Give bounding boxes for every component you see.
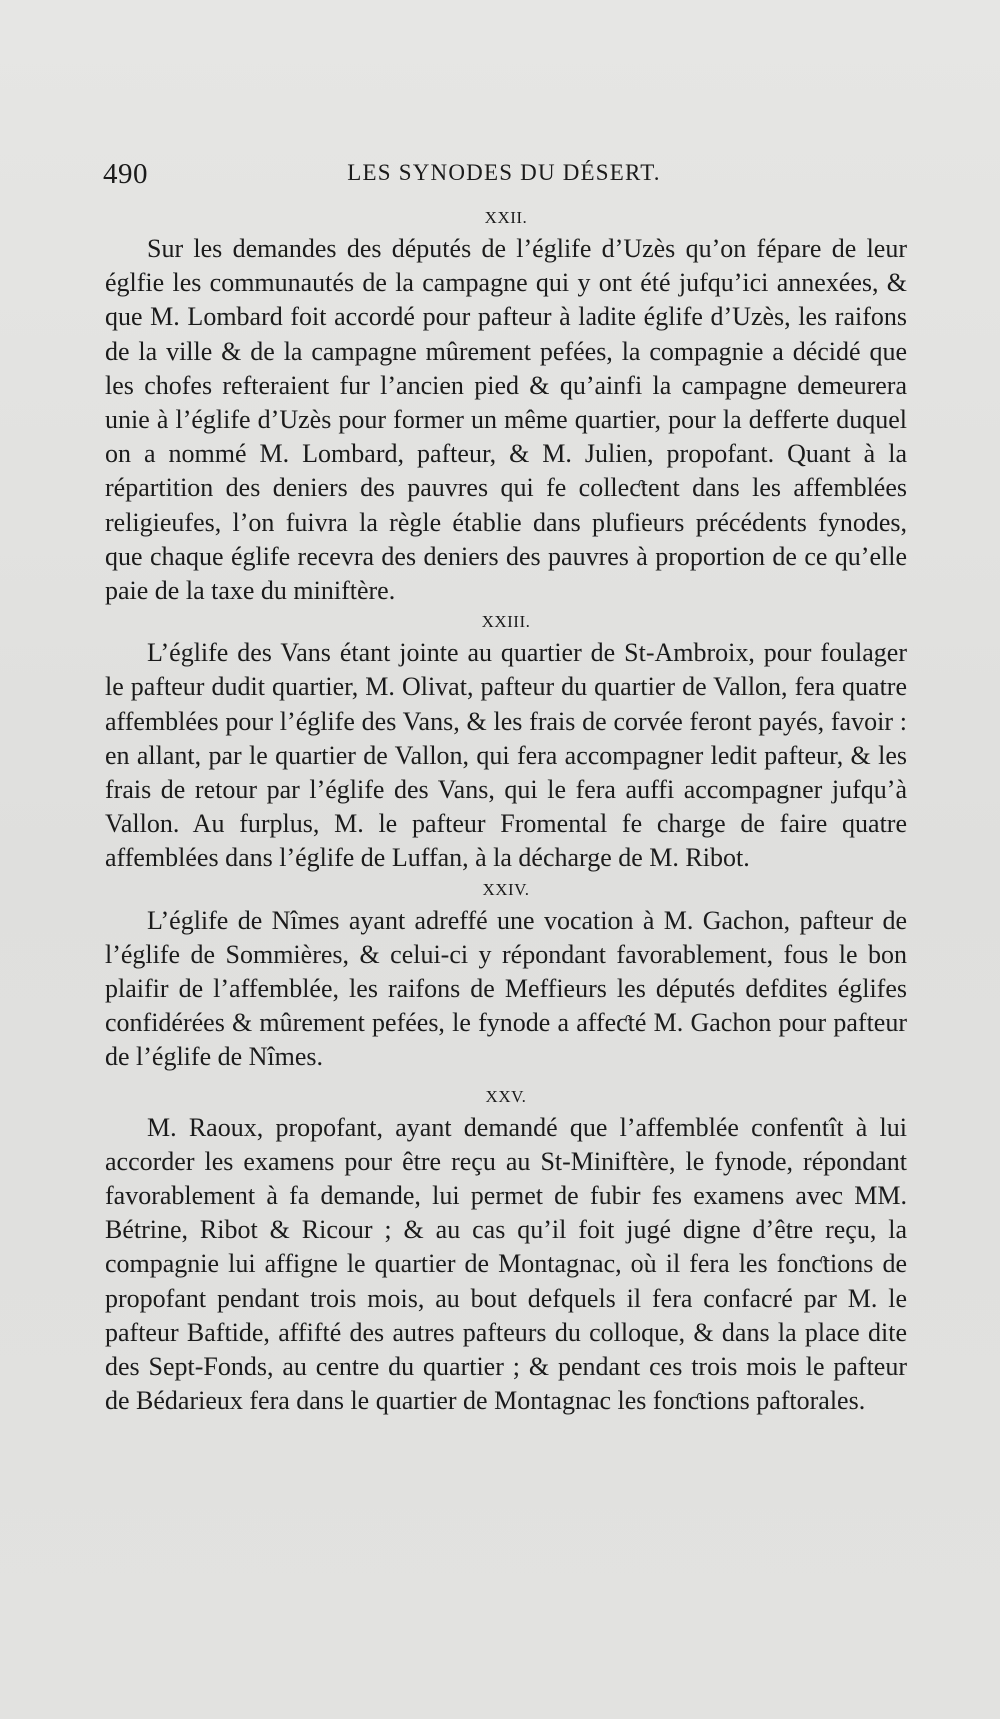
article-text: L’églife de Nîmes ayant adreffé une vocation à M. Gachon, pafteur de l’églife de Sommières, & celui-ci y répondant favorablement, fous le bon plaifir de l’affemblée, les raifons de Meffieurs les députés defdites églifes confidérées & mûrement pefées, le fynode a affeƈté M. Gachon pour pafteur de l’églife de Nîmes. bbox=[105, 905, 907, 1072]
page-header bbox=[103, 158, 905, 192]
article-number: XXIII. bbox=[481, 612, 531, 632]
running-title: LES SYNODES DU DÉSERT. bbox=[347, 160, 661, 185]
page-number: 490 bbox=[103, 158, 148, 190]
article-xxii bbox=[105, 204, 907, 608]
article-text: M. Raoux, propofant, ayant demandé que l’affemblée confentît à lui accorder les examens pour être reçu au St-Miniftère, le fynode, répondant favorablement à fa demande, lui permet de fubir fes examens avec MM. Bétrine, Ribot & Ricour ; & au cas qu’il foit jugé digne d’être reçu, la compagnie lui affigne le quartier de Montagnac, où il fera les fonƈtions de propofant pendant trois mois, au bout defquels il fera confacré par M. le pafteur Baftide, affifté des autres pafteurs du colloque, & dans la place dite des Sept-Fonds, au centre du quartier ; & pendant ces trois mois le pafteur de Bédarieux fera dans le quartier de Montagnac les fonƈtions paftorales. bbox=[105, 1112, 907, 1416]
article-xxiii bbox=[105, 608, 907, 875]
article-number: XXII. bbox=[484, 208, 528, 227]
article-text: L’églife des Vans étant jointe au quartier de St-Ambroix, pour foulager le pafteur dudit quartier, M. Olivat, pafteur du quartier de Vallon, fera quatre affemblées pour l’églife des Vans, & les frais de corvée feront payés, favoir : en allant, par le quartier de Vallon, qui fera accompagner ledit pafteur, & les frais de retour par l’églife des Vans, qui le fera auffi accompagner jufqu’à Vallon. Au furplus, M. le pafteur Fromental fe charge de faire quatre affemblées dans l’églife de Luffan, à la décharge de M. Ribot. bbox=[105, 638, 907, 873]
article-xxv bbox=[105, 1083, 907, 1419]
article-text: Sur les demandes des députés de l’églife d’Uzès qu’on fépare de leur églfie les communautés de la campagne qui y ont été jufqu’ici annexées, & que M. Lombard foit accordé pour pafteur à ladite églife d’Uzès, les raifons de la ville & de la campagne mûrement pefées, la compagnie a décidé que les chofes refteraient fur l’ancien pied & qu’ainfi la campagne demeurera unie à l’églife d’Uzès pour former un même quartier, pour la defferte duquel on a nommé M. Lombard, pafteur, & M. Julien, propofant. Quant à la répartition des deniers des pauvres qui fe colleƈtent dans les affemblées religieufes, l’on fuivra la règle établie dans plufieurs précédents fynodes, que chaque églife recevra des deniers des pauvres à proportion de ce qu’elle paie de la taxe du miniftère. bbox=[105, 234, 907, 606]
page-body bbox=[105, 204, 907, 1419]
article-number: XXIV. bbox=[482, 879, 530, 899]
article-xxiv bbox=[105, 876, 907, 1075]
article-number: XXV. bbox=[485, 1086, 527, 1106]
